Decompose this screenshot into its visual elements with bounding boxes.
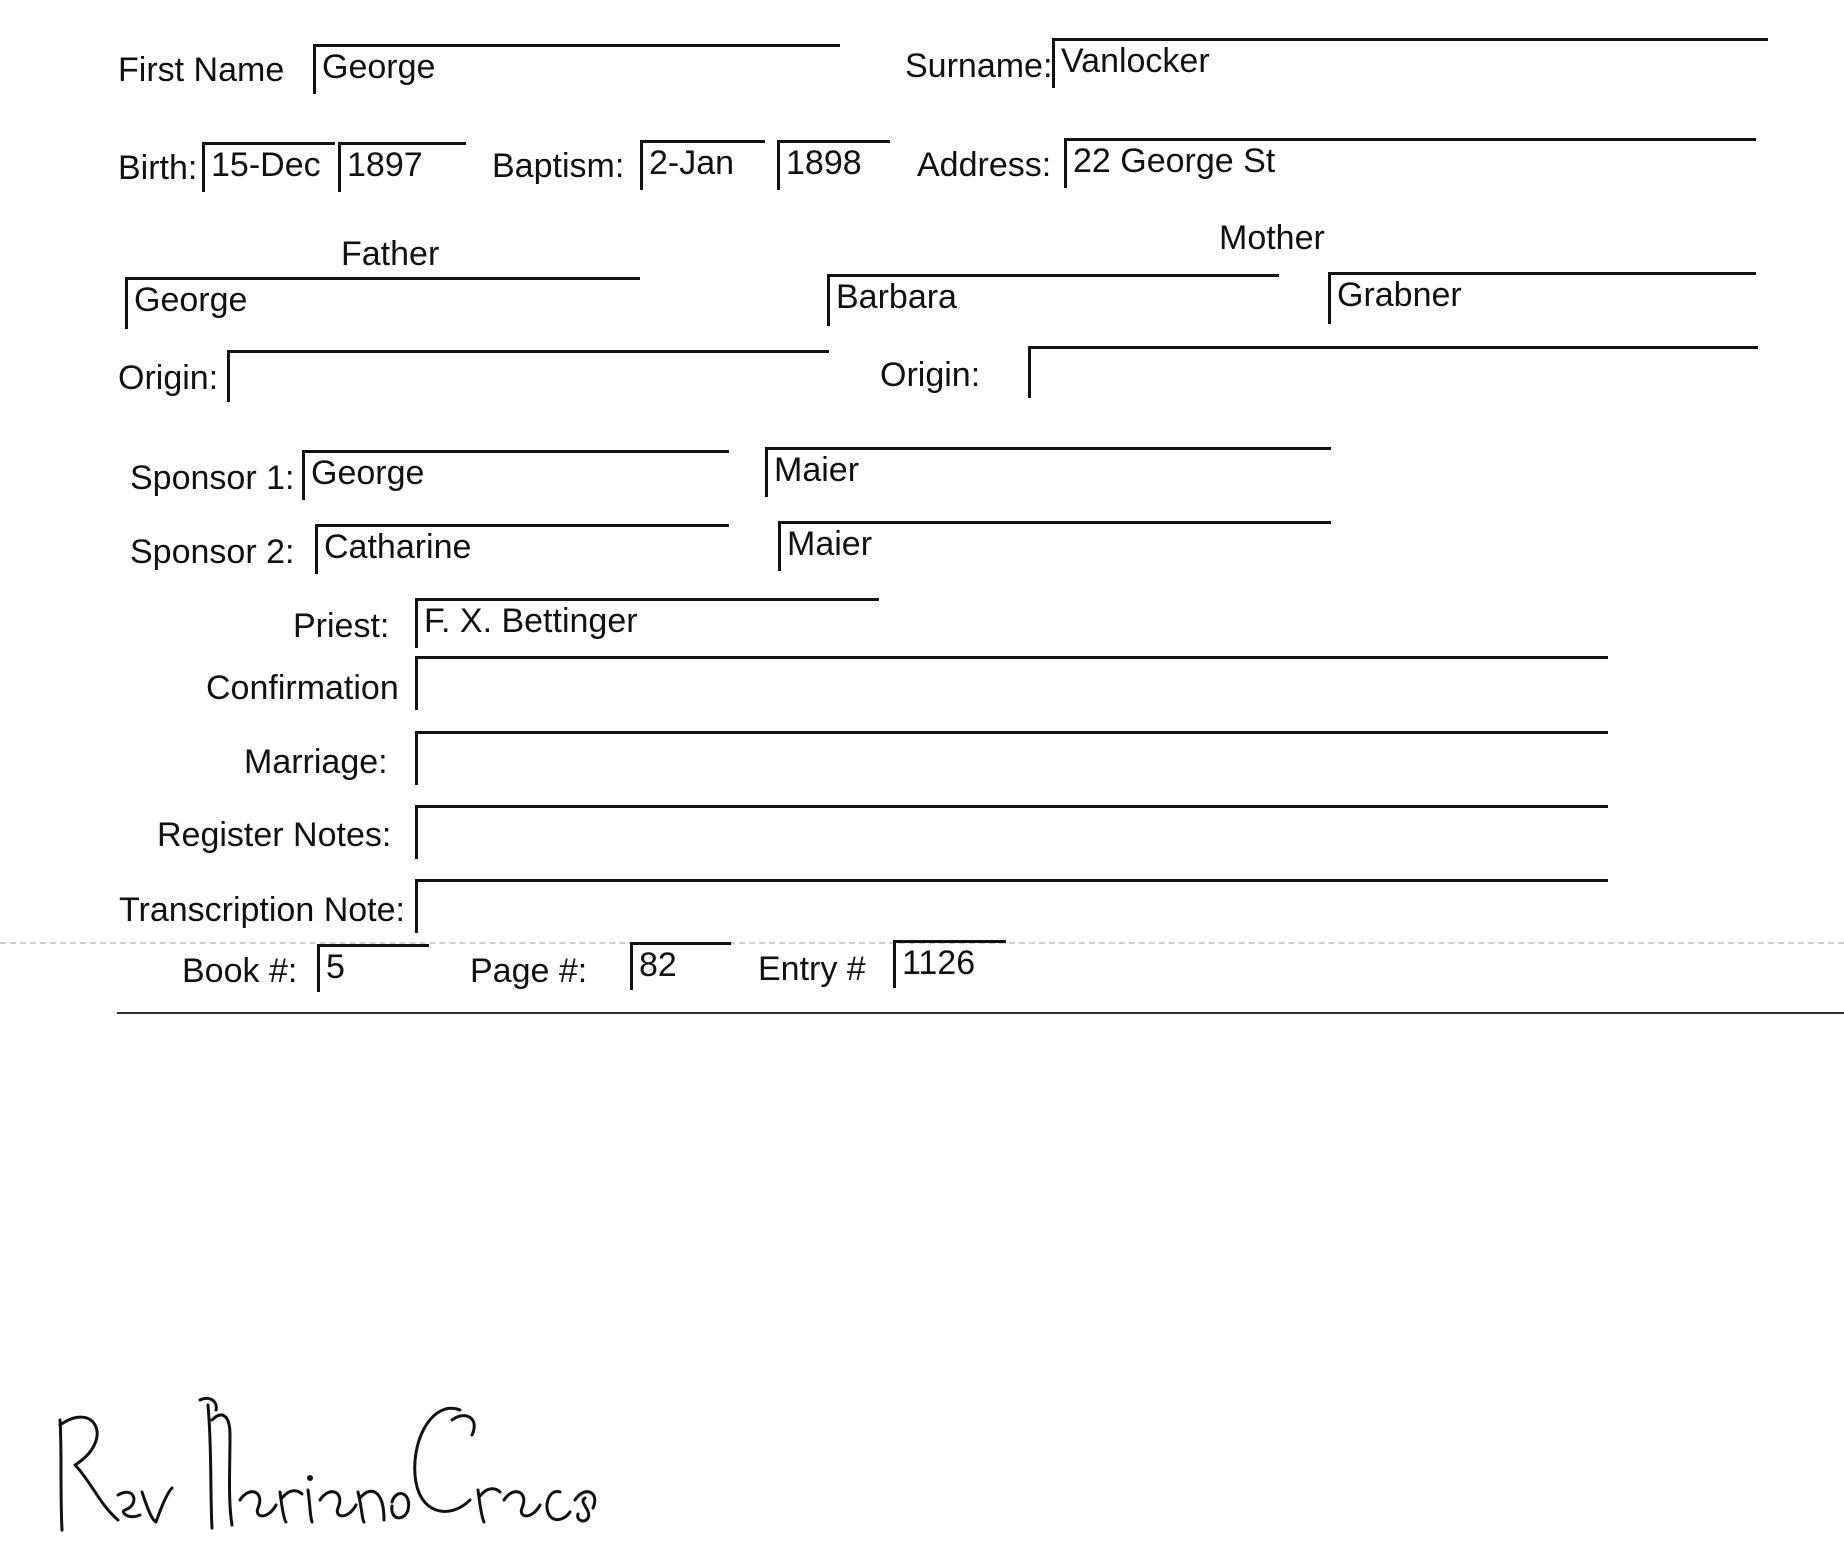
first-name-label: First Name: [118, 51, 285, 89]
father-heading: Father: [341, 235, 440, 273]
book-number-label: Book #:: [182, 952, 298, 990]
transcription-note-field[interactable]: [415, 879, 1608, 933]
father-origin-label: Origin:: [118, 359, 219, 397]
bottom-rule: [117, 1012, 1844, 1014]
mother-heading: Mother: [1219, 219, 1325, 257]
page-number-field[interactable]: 82: [630, 942, 731, 990]
mother-origin-label: Origin:: [880, 356, 981, 394]
father-origin-field[interactable]: [227, 350, 829, 402]
baptism-year-field[interactable]: 1898: [777, 140, 890, 190]
mother-first-name-field[interactable]: Barbara: [827, 274, 1279, 326]
book-number-field[interactable]: 5: [317, 944, 429, 992]
transcription-note-label: Transcription Note:: [119, 891, 405, 929]
address-field[interactable]: 22 George St: [1064, 138, 1756, 188]
signature: [40, 1380, 600, 1550]
mother-origin-field[interactable]: [1028, 346, 1758, 398]
confirmation-label: Confirmation: [206, 669, 399, 707]
priest-field[interactable]: F. X. Bettinger: [415, 598, 879, 648]
register-notes-field[interactable]: [415, 805, 1608, 859]
page-number-label: Page #:: [470, 952, 588, 990]
birth-label: Birth:: [118, 149, 198, 187]
sponsor-2-first-name-field[interactable]: Catharine: [315, 524, 729, 574]
first-name-field[interactable]: George: [313, 44, 840, 94]
sponsor-1-surname-field[interactable]: Maier: [765, 447, 1331, 497]
baptism-day-field[interactable]: 2-Jan: [640, 140, 765, 190]
birth-year-field[interactable]: 1897: [338, 142, 466, 192]
mother-surname-field[interactable]: Grabner: [1328, 272, 1756, 324]
sponsor-2-label: Sponsor 2:: [130, 533, 295, 571]
father-name-field[interactable]: George: [125, 277, 640, 329]
marriage-label: Marriage:: [244, 743, 388, 781]
surname-field[interactable]: Vanlocker: [1052, 38, 1768, 88]
entry-number-label: Entry #: [758, 950, 866, 988]
sponsor-1-label: Sponsor 1:: [130, 459, 295, 497]
entry-number-field[interactable]: 1126: [893, 940, 1006, 988]
birth-day-field[interactable]: 15-Dec: [202, 142, 335, 192]
sponsor-2-surname-field[interactable]: Maier: [778, 521, 1331, 571]
surname-label: Surname:: [905, 47, 1053, 85]
address-label: Address:: [917, 146, 1052, 184]
sponsor-1-first-name-field[interactable]: George: [302, 450, 729, 500]
confirmation-field[interactable]: [415, 656, 1608, 710]
priest-label: Priest:: [293, 607, 390, 645]
register-notes-label: Register Notes:: [157, 816, 392, 854]
baptism-label: Baptism:: [492, 147, 625, 185]
marriage-field[interactable]: [415, 731, 1608, 785]
